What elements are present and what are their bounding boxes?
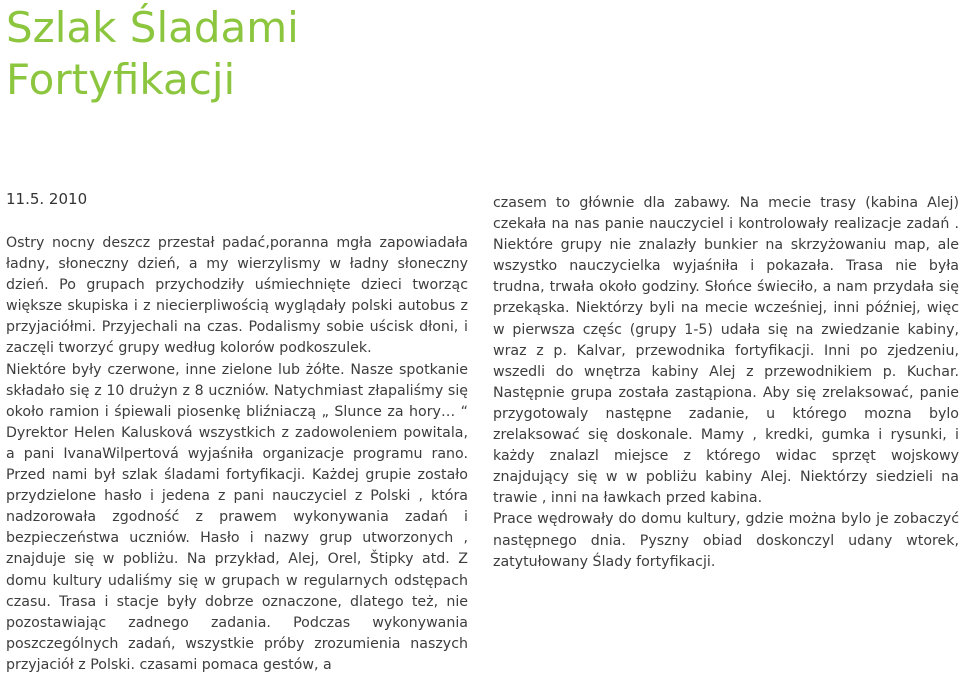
- paragraph: Ostry nocny deszcz przestał padać,poranna mgła zapowiadała ładny, słoneczny dzień, a my wierzylismy w ładny słoneczny dzień. Po grupach przychodziły uśmiechnięte dzieci tworząc większe skupiska i z niecierpliwością wyglądały polski autobus z przyjaciółmi. Przyjechali na czas. Podalismy sobie uścisk dłoni, i zaczęli tworzyć grupy według kolorów podkoszulek.: [6, 235, 468, 357]
- page-title: Szlak Śladami Fortyfikacji: [6, 3, 299, 105]
- left-text-column: [6, 233, 468, 676]
- article-date: 11.5. 2010: [6, 190, 88, 208]
- paragraph: czasem to głównie dla zabawy. Na mecie trasy (kabina Alej) czekała na nas panie nauczyciel i kontrolowały realizacje zadań . Niektóre grupy nie znalazły bunkier na skrzyżowaniu map, ale wszystko nauczycielka wyjaśniła i pokazała. Trasa nie była trudna, trwała około godziny. Słońce świeciło, a nam przydała się przekąska. Niektórzy byli na mecie wcześniej, inni później, więc w pierwsza częśc (grupy 1-5) udała się na zwiedzanie kabiny, wraz z p. Kalvar, przewodnika fortyfikacji. Inni po zjedzeniu, wszedli do wnętrza kabiny Alej z przewodnikiem p. Kuchar. Następnie grupa została zastąpiona. Aby się zrelaksować, panie przygotowaly następne zadanie, u którego mozna bylo zrelaksować się doskonale. Mamy , kredki, gumka i rysunki, i każdy znalazl miejsce z którego widac sprzęt wojskowy znajdujący się w w pobliżu kabiny Alej. Niektórzy siedzieli na trawie , inni na ławkach przed kabina.: [493, 195, 959, 507]
- right-text-column: [493, 193, 959, 573]
- paragraph: Prace wędrowały do domu kultury, gdzie można bylo je zobaczyć następnego dnia. Pyszny obiad doskonczyl udany wtorek, zatytułowany Ślady fortyfikacji.: [493, 511, 959, 570]
- paragraph: Niektóre były czerwone, inne zielone lub żółte. Nasze spotkanie składało się z 10 drużyn z 8 uczniów. Natychmiast złapaliśmy się około ramion i śpiewali piosenkę bliźniaczą „ Slunce za hory… “ Dyrektor Helen Kalusková wszystkich z zadowoleniem powitala, a pani IvanaWilpertová wyjaśniła organizacje programu rano. Przed nami był szlak śladami fortyfikacji. Każdej grupie zostało przydzielone hasło i jedena z pani nauczyciel z Polski , która nadzorowała zgodność z prawem wykonywania zadań i bezpieczeństwa uczniów. Hasło i nazwy grup utworzonych , znajduje się w pobliżu. Na przykład, Alej, Orel, Štipky atd. Z domu kultury udaliśmy się w grupach w regularnych odstępach czasu. Trasa i stacje były dobrze oznaczone, dlatego też, nie pozostawiając zadnego zadania. Podczas wykonywania poszczególnych zadań, wszystkie próby zrozumienia naszych przyjaciół z Polski. czasami pomaca gestów, a: [6, 361, 468, 673]
